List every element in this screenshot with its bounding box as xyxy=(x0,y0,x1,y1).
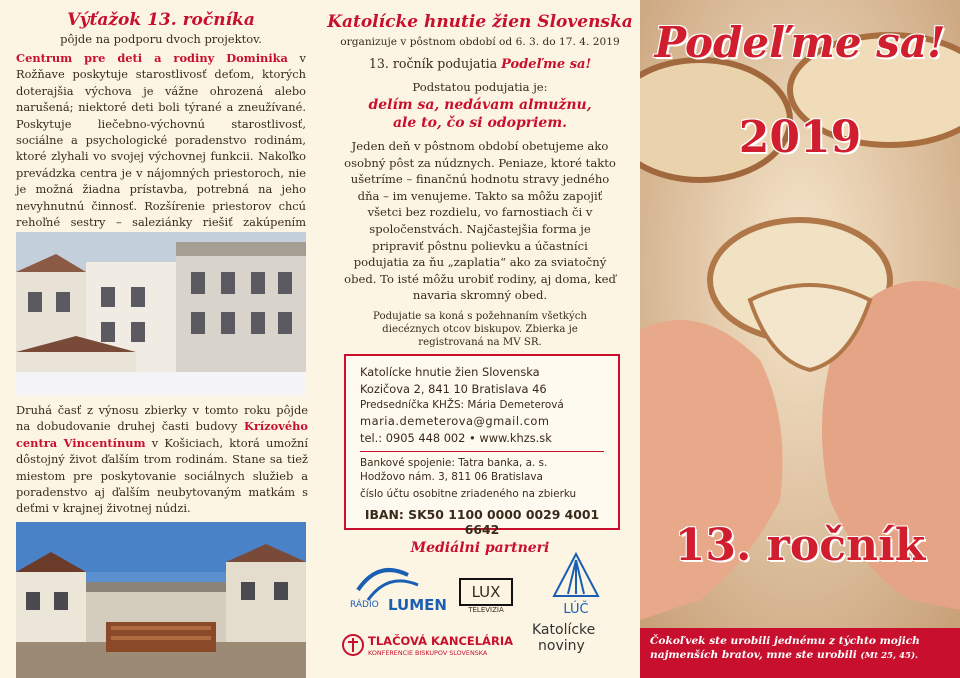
building-photo-1 xyxy=(16,232,306,396)
edition-name: Podeľme sa! xyxy=(501,57,592,72)
kn-line-1: Katolícke xyxy=(532,622,596,638)
contact-email[interactable]: maria.demeterova@gmail.com xyxy=(360,413,550,428)
lux-sub: TELEVÍZIA xyxy=(468,606,504,614)
quote-band xyxy=(640,628,960,678)
main-title: Podeľme sa! xyxy=(654,18,946,67)
tk-kbs-logo xyxy=(342,632,532,662)
left-panel xyxy=(0,0,320,678)
bread-hands-image xyxy=(640,0,960,678)
account-note: číslo účtu osobitne zriadeného na zbierku xyxy=(360,487,577,500)
building-photo-2 xyxy=(16,522,306,678)
contact-divider xyxy=(360,451,604,452)
org-title: Katolícke hnutie žien Slovenska xyxy=(327,12,633,32)
tk-sub: KONFERENCIE BISKUPOV SLOVENSKA xyxy=(368,649,488,657)
quote-text: Čokoľvek ste urobili jednému z týchto mojich najmenších bratov, mne ste urobili xyxy=(650,635,920,661)
lux-label: LUX xyxy=(459,578,513,606)
radio-label: RÁDIO xyxy=(350,600,379,610)
project-1-text xyxy=(16,50,306,247)
radio-lumen-logo xyxy=(348,560,468,620)
body-text: Jeden deň v pôstnom období obetujeme ako osobný pôst za núdznych. Peniaze, ktoré takto ušetríme – finančnú hodnotu stravy jedného dňa – im venujeme. Takto sa môžu zapojiť všetci bez rozdielu, vo farnostiach či v spoločenstvách. Najčastejšia forma je pripraviť pôstnu polievku a účastníci podujatia za ňu „zaplatia“ ako za sviatočný obed. To isté môžu urobiť rodiny, aj doma, keď navaria skromný obed. xyxy=(344,139,616,303)
blessing-note: Podujatie sa koná s požehnaním všetkých diecéznych otcov biskupov. Zbierka je registrovaná na MV SR. xyxy=(373,310,587,348)
main-year: 2019 xyxy=(738,112,862,163)
project-2-text xyxy=(16,402,308,517)
tk-label: TLAČOVÁ KANCELÁRIA xyxy=(368,634,513,648)
essence-label: Podstatou podujatia je: xyxy=(412,80,548,94)
bank-line-2: Hodžovo nám. 3, 811 06 Bratislava xyxy=(360,471,543,483)
project-2-desc: v Košiciach, ktorá umožní dôstojný život ďalším trom rodinám. Stane sa tiež miestom pre poskytovanie sociálnych služieb a poradenstvo aj ďalším neubytovaným matkám s deťmi v krajnej životnej núdzi. xyxy=(16,435,308,516)
contact-org: Katolícke hnutie žien Slovenska xyxy=(360,365,540,379)
contact-box xyxy=(344,354,620,537)
left-subtitle: pôjde na podporu dvoch projektov. xyxy=(60,32,262,46)
main-edition: 13. ročník xyxy=(674,520,926,571)
organize-dates: organizuje v pôstnom období od 6. 3. do 17. 4. 2019 xyxy=(340,36,620,48)
contact-chair: Predsedníčka KHŽS: Mária Demeterová xyxy=(360,399,564,411)
katolicke-noviny-logo xyxy=(532,622,632,666)
left-title: Výťažok 13. ročníka xyxy=(67,10,255,30)
edition-text: 13. ročník podujatia xyxy=(368,56,502,71)
lux-logo xyxy=(459,578,513,622)
iban: IBAN: SK50 1100 0000 0029 4001 6642 xyxy=(364,507,600,537)
bank-line-1: Bankové spojenie: Tatra banka, a. s. xyxy=(360,456,548,469)
project-2-intro: Druhá časť z výnosu zbierky v tomto roku pôjde na dobudovanie druhej časti budovy xyxy=(16,403,308,434)
motto-line-2: ale to, čo si odopriem. xyxy=(392,115,568,131)
right-panel xyxy=(640,0,960,678)
contact-phone-web[interactable]: tel.: 0905 448 002 • www.khzs.sk xyxy=(360,430,552,445)
project-2-name: Krízového centra Vincentínum xyxy=(16,419,308,450)
project-1-name: Centrum pre deti a rodiny Dominika xyxy=(16,51,288,65)
luc-logo xyxy=(546,552,606,622)
kn-line-2: noviny xyxy=(538,638,585,654)
partners-title: Mediálni partneri xyxy=(410,540,550,556)
lumen-label: LUMEN xyxy=(388,596,447,614)
luc-label: LÚČ xyxy=(563,602,589,617)
contact-address: Kozičova 2, 841 10 Bratislava 46 xyxy=(360,382,547,396)
quote-ref: (Mt 25, 45). xyxy=(860,651,919,661)
project-1-desc: v Rožňave poskytuje starostlivosť deťom, ktorých doterajšia výchova je vážne ohrozená alebo narušená; niektoré deti boli týrané a zneužívané. Poskytuje liečebno-výchovnú starostlivosť, sociálne a psychologické poradenstvo rodinám, ktoré zlyhali vo svojej výchovnej funkcii. Nakoľko prevádzka centra je v nájomných priestoroch, nie je možná žiadna prístavba, potrebná na jeho nevyhnutnú činnosť. Rozšírenie priestorov chcú rehoľné sestry – saleziánky riešiť zakúpením xyxy=(16,51,306,230)
motto-line-1: delím sa, nedávam almužnu, xyxy=(368,97,592,113)
middle-panel xyxy=(320,0,640,678)
edition-line xyxy=(320,56,640,72)
